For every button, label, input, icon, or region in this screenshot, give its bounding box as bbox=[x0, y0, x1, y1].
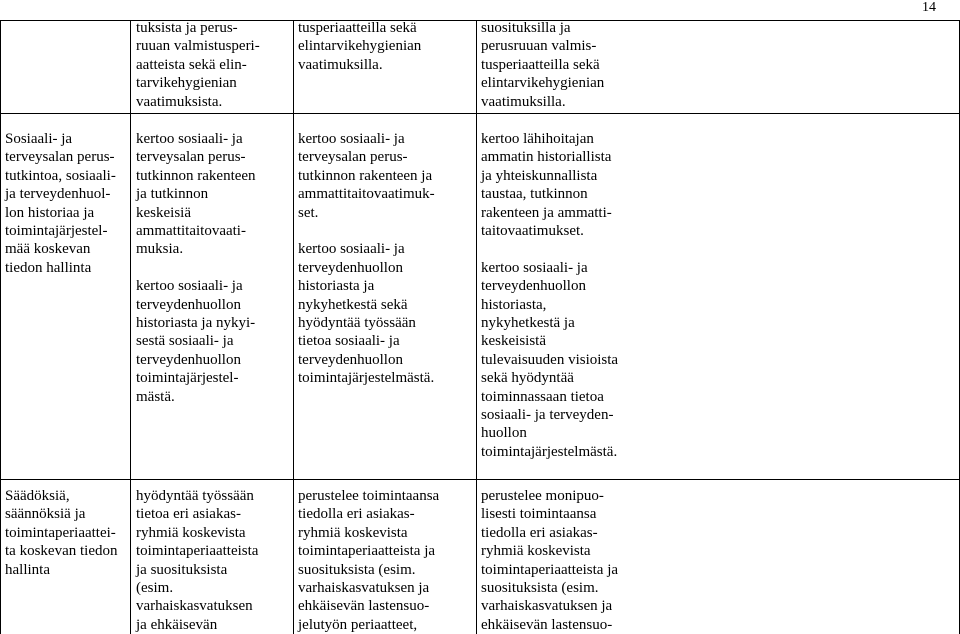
cell-r2-c3 bbox=[481, 487, 618, 634]
text-line: lon historiaa ja bbox=[5, 204, 95, 221]
cell-r1-c1 bbox=[136, 130, 256, 406]
text-line: historiasta ja bbox=[298, 278, 375, 295]
cell-paragraph bbox=[298, 487, 439, 634]
text-line: perustelee toimintaansa bbox=[298, 488, 440, 504]
text-line: keskeisiä bbox=[136, 204, 191, 221]
text-line: toimintaperiaattei- bbox=[5, 524, 116, 541]
text-line: terveydenhuollon bbox=[298, 351, 403, 368]
cell-r0-c3 bbox=[481, 19, 604, 111]
cell-paragraph bbox=[298, 130, 435, 222]
text-line: set. bbox=[298, 204, 319, 221]
text-line: ryhmiä koskevista bbox=[136, 524, 246, 541]
text-line: toimintaperiaatteista ja bbox=[298, 543, 436, 560]
cell-r1-c0 bbox=[5, 130, 116, 277]
text-line: tusperiaatteilla sekä bbox=[481, 56, 600, 73]
text-line: huollon bbox=[481, 425, 527, 442]
text-line: ammattitaitovaatimuk- bbox=[298, 186, 435, 203]
cell-paragraph bbox=[481, 259, 618, 461]
text-line: perustelee monipuo- bbox=[481, 488, 604, 504]
text-line: taitovaatimukset. bbox=[481, 223, 584, 240]
text-line: hyödyntää työssään bbox=[136, 488, 254, 504]
text-line: varhaiskasvatuksen bbox=[136, 598, 253, 615]
text-line: Sosiaali- ja bbox=[5, 131, 73, 147]
text-line: nykyhetkestä ja bbox=[481, 315, 575, 332]
text-line: toimintajärjestelmästä. bbox=[298, 370, 435, 387]
text-line: kertoo sosiaali- ja bbox=[136, 278, 243, 295]
cell-paragraph bbox=[298, 19, 421, 74]
cell-r0-c1 bbox=[136, 19, 260, 111]
text-line: elintarvikehygienian bbox=[298, 38, 422, 55]
text-line: ja suosituksista bbox=[136, 561, 228, 578]
text-line: (esim. bbox=[136, 580, 174, 597]
text-line: aatteista sekä elin- bbox=[136, 56, 247, 73]
text-line: jelutyön periaatteet, bbox=[298, 616, 418, 633]
text-line: varhaiskasvatuksen ja bbox=[481, 598, 613, 615]
text-line: ruuan valmistusperi- bbox=[136, 38, 260, 55]
text-line: sekä hyödyntää bbox=[481, 370, 574, 387]
text-line: kertoo sosiaali- ja bbox=[298, 241, 405, 258]
text-line: tuksista ja perus- bbox=[136, 20, 238, 36]
cell-r2-c2 bbox=[298, 487, 439, 634]
text-line: ehkäisevän lastensuo- bbox=[481, 616, 613, 633]
cell-r1-c2 bbox=[298, 130, 435, 388]
text-line: vaatimuksilla. bbox=[481, 93, 566, 110]
text-line: keskeisistä bbox=[481, 333, 546, 350]
cell-paragraph bbox=[136, 277, 256, 406]
text-line: muksia. bbox=[136, 241, 184, 258]
text-line: tiedolla eri asiakas- bbox=[481, 524, 598, 541]
text-line: tutkinnon rakenteen ja bbox=[298, 167, 433, 184]
text-line: tarvikehygienian bbox=[136, 75, 237, 92]
cell-paragraph bbox=[481, 130, 618, 240]
text-line: tusperiaatteilla sekä bbox=[298, 20, 417, 36]
text-line: tiedolla eri asiakas- bbox=[298, 506, 415, 523]
text-line: terveydenhuollon bbox=[136, 351, 241, 368]
text-line: ammatin historiallista bbox=[481, 149, 612, 166]
text-line: kertoo sosiaali- ja bbox=[298, 131, 405, 147]
cell-r0-c2 bbox=[298, 19, 421, 74]
text-line: suosituksista (esim. bbox=[481, 580, 599, 597]
text-line: kertoo sosiaali- ja bbox=[481, 259, 588, 276]
text-line: sosiaali- ja terveyden- bbox=[481, 407, 614, 424]
page-number: 14 bbox=[922, 0, 936, 15]
text-line: ja ehkäisevän bbox=[136, 616, 218, 633]
text-line: ja tutkinnon bbox=[136, 186, 209, 203]
text-line: taustaa, tutkinnon bbox=[481, 186, 588, 203]
text-line: toimintaperiaatteista bbox=[136, 543, 259, 560]
text-line: terveysalan perus- bbox=[298, 149, 408, 166]
text-line: toiminnassaan tietoa bbox=[481, 388, 604, 405]
text-line: tutkinnon rakenteen bbox=[136, 167, 256, 184]
text-line: suosituksilla ja bbox=[481, 20, 571, 36]
text-line: tietoa eri asiakas- bbox=[136, 506, 241, 523]
text-line: mää koskevan bbox=[5, 241, 91, 258]
cell-r2-c0 bbox=[5, 487, 117, 579]
text-line: varhaiskasvatuksen ja bbox=[298, 580, 430, 597]
text-line: terveysalan perus- bbox=[5, 149, 115, 166]
text-line: toimintajärjestelmästä. bbox=[481, 443, 618, 460]
text-line: sestä sosiaali- ja bbox=[136, 333, 234, 350]
text-line: rakenteen ja ammatti- bbox=[481, 204, 612, 221]
text-line: perusruuan valmis- bbox=[481, 38, 597, 55]
cell-paragraph bbox=[298, 240, 435, 387]
cell-paragraph bbox=[136, 130, 256, 259]
text-line: terveydenhuollon bbox=[481, 278, 586, 295]
text-line: tietoa sosiaali- ja bbox=[298, 333, 400, 350]
text-line: ryhmiä koskevista bbox=[298, 524, 408, 541]
text-line: historiasta ja nykyi- bbox=[136, 315, 256, 332]
text-line: ja terveydenhuol- bbox=[5, 186, 111, 203]
text-line: lisesti toimintaansa bbox=[481, 506, 597, 523]
text-line: kertoo sosiaali- ja bbox=[136, 131, 243, 147]
text-line: toimintajärjestel- bbox=[136, 370, 239, 387]
cell-paragraph bbox=[481, 19, 604, 111]
text-line: vaatimuksilla. bbox=[298, 56, 383, 73]
cell-paragraph bbox=[481, 487, 618, 634]
text-line: tutkintoa, sosiaali- bbox=[5, 167, 116, 184]
text-line: elintarvikehygienian bbox=[481, 75, 605, 92]
text-line: säännöksiä ja bbox=[5, 506, 86, 523]
text-line: Säädöksiä, bbox=[5, 488, 70, 504]
text-line: ammattitaitovaati- bbox=[136, 223, 246, 240]
cell-paragraph bbox=[5, 487, 117, 579]
text-line: terveysalan perus- bbox=[136, 149, 246, 166]
text-line: hallinta bbox=[5, 561, 50, 578]
text-line: tiedon hallinta bbox=[5, 259, 92, 276]
cell-r2-c1 bbox=[136, 487, 258, 634]
text-line: hyödyntää työssään bbox=[298, 315, 416, 332]
text-line: suosituksista (esim. bbox=[298, 561, 416, 578]
text-line: mästä. bbox=[136, 388, 175, 405]
text-line: ryhmiä koskevista bbox=[481, 543, 591, 560]
text-line: ja yhteiskunnallista bbox=[481, 167, 598, 184]
cell-paragraph bbox=[136, 487, 258, 634]
text-line: tulevaisuuden visioista bbox=[481, 351, 619, 368]
text-line: ehkäisevän lastensuo- bbox=[298, 598, 430, 615]
text-line: toimintajärjestel- bbox=[5, 223, 108, 240]
text-line: terveydenhuollon bbox=[298, 259, 403, 276]
text-line: toimintaperiaatteista ja bbox=[481, 561, 619, 578]
cell-paragraph bbox=[5, 130, 116, 277]
cell-r1-c3 bbox=[481, 130, 618, 461]
text-line: vaatimuksista. bbox=[136, 93, 223, 110]
text-line: nykyhetkestä sekä bbox=[298, 296, 408, 313]
text-line: kertoo lähihoitajan bbox=[481, 131, 594, 147]
text-line: historiasta, bbox=[481, 296, 547, 313]
text-line: terveydenhuollon bbox=[136, 296, 241, 313]
cell-paragraph bbox=[136, 19, 260, 111]
text-line: ta koskevan tiedon bbox=[5, 543, 118, 560]
